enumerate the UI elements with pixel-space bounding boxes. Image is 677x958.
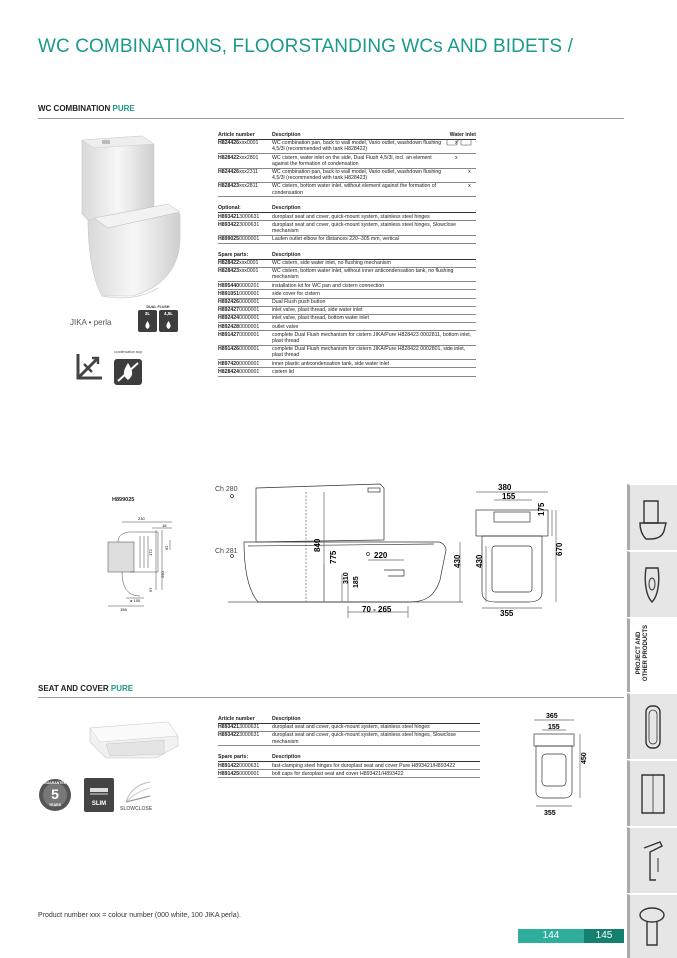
page-number-left: 144	[518, 929, 584, 943]
outlet-elbow-drawing	[100, 510, 190, 615]
dim-365: 365	[546, 713, 558, 720]
table-row: H828423xxx2811 WC cistern, bottom water inlet, without element against the formation of condensation x	[218, 182, 476, 196]
vario-outlet-icon	[72, 350, 106, 384]
dim-380: 380	[498, 483, 512, 492]
table-row: H8910510000001 side cover for cistern	[218, 290, 476, 298]
table-row: H8924240000001 inlet valve, plast thread, bottom water inlet	[218, 314, 476, 322]
guarantee-bottom-text: YEARS	[48, 803, 62, 807]
dim-775: 775	[329, 550, 338, 564]
spare-desc-label: Description	[272, 746, 480, 762]
sidebar-tab-wc[interactable]	[627, 484, 677, 550]
ch-label-top: Ch 280	[215, 486, 238, 493]
elbow-dim-6: ø 100	[130, 598, 141, 603]
seat-drawing	[528, 708, 588, 820]
dual-flush-large: 4,5L	[163, 311, 173, 316]
slim-label: SLIM	[91, 801, 107, 807]
sidebar-tab-shower[interactable]	[627, 760, 677, 826]
elbow-dim-7: 158	[120, 607, 127, 612]
table-row: H8914220000631 fast-clamping steel hinges for duroplast seat and cover Pure H893421/H893422	[218, 762, 480, 770]
wc-side-view-drawing	[228, 480, 468, 620]
section-title-main: WC COMBINATION	[38, 104, 113, 113]
table-row: H8974200000001 inner plastic anticondensation tank, side water inlet	[218, 360, 476, 368]
seat-cover-image	[84, 714, 184, 764]
condensation-caption: condensation stop	[114, 350, 143, 354]
section-title-accent: PURE	[110, 684, 134, 693]
table-row: H8914250000001 bolt caps for duroplast seat and cover H893421/H893422	[218, 770, 480, 778]
elbow-dim-0: 230	[138, 516, 145, 521]
slowclose-label: SLOWCLOSE	[120, 806, 153, 812]
dim-70-265: 70 - 265	[362, 605, 392, 614]
dim-155-seat: 155	[548, 724, 560, 731]
dual-flush-small: 3L	[144, 311, 151, 316]
dim-175: 175	[537, 502, 546, 516]
table-row: H8914270000001 complete Dual Flush mechanism for cistern JIKA/Pure H828423 0002811, bottom inlet, plast thread	[218, 331, 476, 345]
wc-combination-table	[218, 128, 476, 377]
col-header-description: Description	[272, 712, 480, 723]
ch-label-bottom: Ch 281	[215, 548, 238, 555]
table-row: H8924270000001 inlet valve, plast thread, side water inlet	[218, 306, 476, 314]
guarantee-top-text: GUARANTEE	[43, 781, 67, 785]
footer-note: Product number xxx = colour number (000 white, 100 JIKA perla).	[38, 912, 241, 919]
table-row: H8924260000001 Dual Flush push button	[218, 298, 476, 306]
elbow-dim-1: 16	[162, 523, 167, 528]
sidebar-tab-washbasin[interactable]	[627, 894, 677, 958]
optional-label: Optional:	[218, 197, 272, 213]
water-inlet-label: Water inlet	[449, 132, 476, 138]
section-title-accent: PURE	[112, 104, 135, 113]
dim-185: 185	[353, 576, 360, 588]
dim-430-top: 430	[475, 554, 484, 568]
section-title-main: SEAT AND COVER	[38, 684, 111, 693]
table-row: H8934213000631 duroplast seat and cover, quick-mount system, stainless steel hinges	[218, 723, 480, 731]
table-row: H8934223000631 duroplast seat and cover, quick-mount system, stainless steel hinges, Slowclose mechanism	[218, 221, 476, 235]
dual-flush-caption: DUAL FLUSH	[146, 305, 170, 309]
section-rule	[38, 118, 624, 119]
table-row: H8924280000001 outlet valve	[218, 323, 476, 331]
dim-450: 450	[581, 752, 588, 764]
table-row: H8990250000001 Laufen outlet elbow for distances 220–305 mm, vertical	[218, 235, 476, 243]
dim-355-top: 355	[500, 609, 514, 618]
col-header-description: Description	[272, 128, 450, 139]
urinal-icon	[630, 552, 674, 618]
elbow-label: H899025	[112, 497, 135, 503]
table-row: H8954400000201 installation kit for WC pan and cistern connection	[218, 282, 476, 290]
sidebar-tab-urinal[interactable]	[627, 551, 677, 617]
dim-355-seat: 355	[544, 810, 556, 817]
page-number-right: 145	[584, 929, 624, 943]
dim-220: 220	[374, 551, 388, 560]
dim-310: 310	[343, 572, 350, 584]
wc-combination-image	[62, 128, 192, 308]
dim-840: 840	[313, 538, 322, 552]
bathtub-icon	[630, 694, 674, 760]
slowclose-icon	[122, 778, 152, 804]
sidebar-tab-faucet[interactable]	[627, 827, 677, 893]
table-row: H8934213000631 duroplast seat and cover, quick-mount system, stainless steel hinges	[218, 213, 476, 221]
table-row: H828422xxx0001 WC cistern, side water inlet, no flushing mechanism	[218, 259, 476, 267]
table-row: H8914260000001 complete Dual Flush mechanism for cistern JIKA/Pure H828422 0002801, side inlet, plast thread	[218, 345, 476, 359]
sidebar-tab-project-other[interactable]	[627, 618, 677, 692]
sidebar-tab-label: PROJECT AND OTHER PRODUCTS	[636, 624, 649, 682]
spare-parts-label: Spare parts:	[218, 746, 272, 762]
spare-desc-label: Description	[272, 243, 476, 259]
washbasin-icon	[630, 895, 674, 958]
table-row: H828422xxx2801 WC cistern, water inlet on the side, Dual Flush 4,5/3l, incl. an element against the formation of condensation x	[218, 154, 476, 168]
table-row: H824426xxx2311 WC combination pan, back to wall model, Vario outlet, washdown flushing 4,5/3l (recommended with tank H828423) x	[218, 168, 476, 182]
dim-430-side: 430	[453, 554, 462, 568]
elbow-dim-5: 97	[148, 587, 153, 592]
col-header-article: Article number	[218, 712, 272, 723]
elbow-dim-4: 250	[160, 571, 165, 578]
wc-icon	[630, 485, 674, 551]
section-rule	[38, 697, 624, 698]
faucet-icon	[630, 828, 674, 894]
water-inlet-icons	[446, 138, 474, 146]
section-title-wc-combination	[38, 104, 135, 113]
dim-155-top: 155	[502, 492, 516, 501]
brand-jika-perla: JIKA • perla	[70, 318, 112, 327]
guarantee-number: 5	[51, 786, 59, 802]
table-row: H8934223000631 duroplast seat and cover, quick-mount system, stainless steel hinges, Slowclose mechanism	[218, 731, 480, 745]
shower-enclosure-icon	[630, 761, 674, 827]
seat-cover-table	[218, 712, 480, 778]
optional-desc-label: Description	[272, 197, 476, 213]
condensation-stop-icon	[114, 359, 142, 385]
table-row: H828423xxx0001 WC cistern, bottom water inlet, without inner anticondensation tank, no flushing mechanism	[218, 267, 476, 281]
elbow-dim-3: 62	[164, 545, 169, 550]
col-header-article: Article number	[218, 128, 272, 139]
section-title-seat-cover	[38, 684, 133, 693]
table-row: H8284240000001 cistern lid	[218, 368, 476, 376]
dim-670: 670	[555, 542, 564, 556]
table-row: H824426xxx0001 WC combination pan, back to wall model, Vario outlet, washdown flushing 4,5/3l (recommended with tank H828422) x	[218, 139, 476, 153]
spare-parts-label: Spare parts:	[218, 243, 272, 259]
wc-top-view-drawing	[468, 480, 568, 620]
sidebar-tab-bathtub[interactable]	[627, 693, 677, 759]
elbow-dim-2: 172	[148, 549, 153, 556]
page-title: WC COMBINATIONS, FLOORSTANDING WCs AND BIDETS /	[38, 36, 573, 57]
